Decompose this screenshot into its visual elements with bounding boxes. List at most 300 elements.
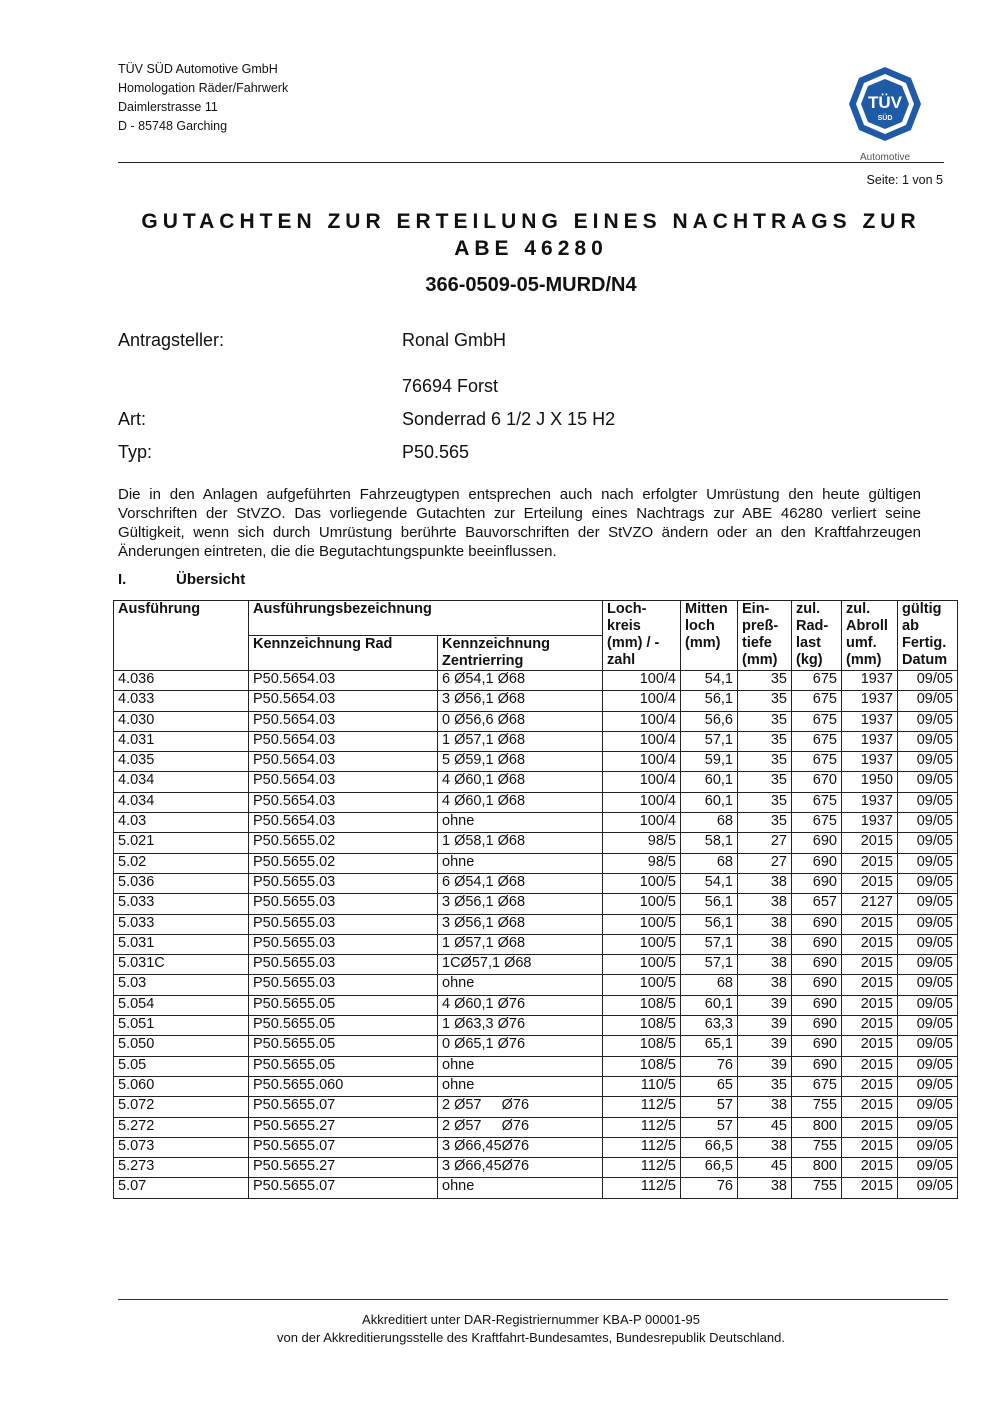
header-abrollumfang: zul. Abroll umf. (mm) bbox=[842, 601, 898, 671]
table-row bbox=[114, 853, 958, 873]
table-cell: 27 bbox=[738, 833, 792, 853]
table-cell: P50.5654.03 bbox=[249, 671, 438, 691]
table-cell: P50.5655.27 bbox=[249, 1117, 438, 1137]
table-cell: 675 bbox=[792, 792, 842, 812]
table-cell: 5.060 bbox=[114, 1076, 249, 1096]
table-cell: 108/5 bbox=[603, 1016, 681, 1036]
address-line-2: Homologation Räder/Fahrwerk bbox=[118, 81, 289, 95]
table-row bbox=[114, 1137, 958, 1157]
table-body bbox=[114, 671, 958, 1199]
table-row bbox=[114, 1016, 958, 1036]
table-cell: 38 bbox=[738, 934, 792, 954]
header-radlast: zul. Rad-last (kg) bbox=[792, 601, 842, 671]
table-cell: 4.031 bbox=[114, 731, 249, 751]
table-cell: 5.031 bbox=[114, 934, 249, 954]
table-cell: 100/4 bbox=[603, 813, 681, 833]
table-cell: 4.030 bbox=[114, 711, 249, 731]
table-cell: 38 bbox=[738, 1178, 792, 1198]
table-cell: 09/05 bbox=[898, 934, 958, 954]
table-row bbox=[114, 975, 958, 995]
table-cell: 35 bbox=[738, 711, 792, 731]
table-cell: 112/5 bbox=[603, 1158, 681, 1178]
table-row bbox=[114, 1158, 958, 1178]
table-cell: 39 bbox=[738, 995, 792, 1015]
type-label: Art: bbox=[118, 409, 147, 429]
model-label: Typ: bbox=[118, 442, 153, 462]
table-cell: 112/5 bbox=[603, 1137, 681, 1157]
table-cell: 100/4 bbox=[603, 772, 681, 792]
table-cell: 657 bbox=[792, 894, 842, 914]
table-cell: 39 bbox=[738, 1036, 792, 1056]
table-cell: 5 Ø59,1 Ø68 bbox=[438, 752, 603, 772]
table-cell: 690 bbox=[792, 1016, 842, 1036]
table-cell: 690 bbox=[792, 914, 842, 934]
table-cell: 675 bbox=[792, 671, 842, 691]
table-cell: P50.5655.03 bbox=[249, 934, 438, 954]
table-cell: 56,6 bbox=[681, 711, 738, 731]
table-cell: 09/05 bbox=[898, 894, 958, 914]
issuer-address bbox=[118, 60, 288, 136]
table-cell: 5.036 bbox=[114, 873, 249, 893]
table-row bbox=[114, 1097, 958, 1117]
table-cell: 1937 bbox=[842, 671, 898, 691]
table-cell: 09/05 bbox=[898, 772, 958, 792]
table-cell: 6 Ø54,1 Ø68 bbox=[438, 671, 603, 691]
table-cell: 65,1 bbox=[681, 1036, 738, 1056]
table-row bbox=[114, 955, 958, 975]
table-cell: 35 bbox=[738, 792, 792, 812]
table-row bbox=[114, 833, 958, 853]
footer-divider bbox=[118, 1299, 948, 1300]
table-cell: 58,1 bbox=[681, 833, 738, 853]
table-cell: 2127 bbox=[842, 894, 898, 914]
table-cell: P50.5654.03 bbox=[249, 711, 438, 731]
table-cell: 5.072 bbox=[114, 1097, 249, 1117]
table-cell: 35 bbox=[738, 1076, 792, 1096]
accreditation-footer bbox=[118, 1311, 944, 1347]
table-cell: 5.050 bbox=[114, 1036, 249, 1056]
table-cell: 690 bbox=[792, 873, 842, 893]
table-row bbox=[114, 792, 958, 812]
logo-top-text: TÜV bbox=[868, 93, 902, 112]
table-cell: 4 Ø60,1 Ø68 bbox=[438, 792, 603, 812]
table-row bbox=[114, 1056, 958, 1076]
table-cell: 35 bbox=[738, 772, 792, 792]
table-cell: P50.5655.07 bbox=[249, 1137, 438, 1157]
table-cell: 4.033 bbox=[114, 691, 249, 711]
table-cell: 108/5 bbox=[603, 1056, 681, 1076]
table-cell: 2015 bbox=[842, 1036, 898, 1056]
table-cell: 09/05 bbox=[898, 1117, 958, 1137]
table-cell: 100/4 bbox=[603, 752, 681, 772]
table-row bbox=[114, 1117, 958, 1137]
table-cell: 1 Ø58,1 Ø68 bbox=[438, 833, 603, 853]
table-cell: 09/05 bbox=[898, 975, 958, 995]
table-cell: P50.5654.03 bbox=[249, 731, 438, 751]
table-cell: 38 bbox=[738, 955, 792, 975]
applicant-city: 76694 Forst bbox=[402, 376, 499, 396]
table-cell: 1937 bbox=[842, 691, 898, 711]
page-number: Seite: 1 von 5 bbox=[866, 173, 943, 187]
table-cell: 690 bbox=[792, 853, 842, 873]
title-line-2: ABE 46280 bbox=[454, 237, 608, 260]
table-cell: ohne bbox=[438, 1076, 603, 1096]
table-cell: 1 Ø63,3 Ø76 bbox=[438, 1016, 603, 1036]
table-cell: 2 Ø57 Ø76 bbox=[438, 1117, 603, 1137]
table-cell: 100/5 bbox=[603, 934, 681, 954]
table-row bbox=[114, 995, 958, 1015]
table-cell: 675 bbox=[792, 711, 842, 731]
table-cell: 5.073 bbox=[114, 1137, 249, 1157]
table-cell: 5.02 bbox=[114, 853, 249, 873]
table-cell: 09/05 bbox=[898, 853, 958, 873]
table-cell: 2015 bbox=[842, 1137, 898, 1157]
table-cell: 2015 bbox=[842, 833, 898, 853]
table-cell: 27 bbox=[738, 853, 792, 873]
table-cell: 76 bbox=[681, 1056, 738, 1076]
table-cell: 5.033 bbox=[114, 894, 249, 914]
table-cell: 09/05 bbox=[898, 1036, 958, 1056]
table-cell: 4 Ø60,1 Ø76 bbox=[438, 995, 603, 1015]
table-cell: 100/4 bbox=[603, 711, 681, 731]
table-cell: 56,1 bbox=[681, 691, 738, 711]
applicant-label: Antragsteller: bbox=[118, 330, 225, 350]
table-cell: 2015 bbox=[842, 995, 898, 1015]
table-cell: 100/4 bbox=[603, 792, 681, 812]
table-cell: 1950 bbox=[842, 772, 898, 792]
header-ausfuehrung: Ausführung bbox=[114, 601, 249, 671]
type-value: Sonderrad 6 1/2 J X 15 H2 bbox=[402, 409, 616, 429]
table-cell: 54,1 bbox=[681, 671, 738, 691]
table-cell: P50.5654.03 bbox=[249, 691, 438, 711]
table-cell: 2015 bbox=[842, 914, 898, 934]
table-cell: P50.5655.05 bbox=[249, 1036, 438, 1056]
table-cell: P50.5655.03 bbox=[249, 975, 438, 995]
section-number: I. bbox=[118, 571, 127, 588]
table-cell: 09/05 bbox=[898, 691, 958, 711]
table-cell: 2015 bbox=[842, 1056, 898, 1076]
table-cell: 1937 bbox=[842, 813, 898, 833]
table-cell: 100/4 bbox=[603, 671, 681, 691]
table-cell: 5.273 bbox=[114, 1158, 249, 1178]
table-cell: 4.03 bbox=[114, 813, 249, 833]
table-cell: 100/5 bbox=[603, 975, 681, 995]
table-row bbox=[114, 711, 958, 731]
table-row bbox=[114, 1178, 958, 1198]
table-cell: 1937 bbox=[842, 731, 898, 751]
table-cell: 63,3 bbox=[681, 1016, 738, 1036]
table-cell: 112/5 bbox=[603, 1117, 681, 1137]
table-cell: P50.5655.02 bbox=[249, 853, 438, 873]
address-line-4: D - 85748 Garching bbox=[118, 119, 228, 133]
table-cell: 09/05 bbox=[898, 1137, 958, 1157]
table-cell: 755 bbox=[792, 1097, 842, 1117]
table-cell: 5.054 bbox=[114, 995, 249, 1015]
table-cell: 66,5 bbox=[681, 1158, 738, 1178]
table-cell: 45 bbox=[738, 1158, 792, 1178]
table-cell: 108/5 bbox=[603, 1036, 681, 1056]
table-cell: 5.021 bbox=[114, 833, 249, 853]
table-cell: 09/05 bbox=[898, 833, 958, 853]
table-cell: 5.031C bbox=[114, 955, 249, 975]
table-row bbox=[114, 772, 958, 792]
table-cell: 60,1 bbox=[681, 995, 738, 1015]
table-cell: 2015 bbox=[842, 1076, 898, 1096]
table-row bbox=[114, 752, 958, 772]
table-cell: 3 Ø66,45Ø76 bbox=[438, 1137, 603, 1157]
table-cell: P50.5655.05 bbox=[249, 995, 438, 1015]
table-cell: 38 bbox=[738, 1137, 792, 1157]
table-cell: 2015 bbox=[842, 1158, 898, 1178]
table-cell: 690 bbox=[792, 975, 842, 995]
logo-bottom-text: SÜD bbox=[877, 115, 893, 122]
table-cell: 68 bbox=[681, 853, 738, 873]
table-cell: 2015 bbox=[842, 1016, 898, 1036]
header-kennzeichnung-rad: Kennzeichnung Rad bbox=[249, 636, 438, 671]
table-cell: 4.034 bbox=[114, 792, 249, 812]
table-cell: P50.5654.03 bbox=[249, 772, 438, 792]
table-cell: 755 bbox=[792, 1137, 842, 1157]
table-cell: 5.03 bbox=[114, 975, 249, 995]
table-cell: 1937 bbox=[842, 711, 898, 731]
table-row bbox=[114, 731, 958, 751]
header-kennzeichnung-zentrierring: Kennzeichnung Zentrierring bbox=[438, 636, 603, 671]
table-cell: 09/05 bbox=[898, 1097, 958, 1117]
validity-paragraph: Die in den Anlagen aufgeführten Fahrzeugtypen entsprechen auch nach erfolgter Umrüstung den heute gültigen Vorschriften der StVZO. Das vorliegende Gutachten zur Erteilung eines Nachtrags zur ABE 46280 verliert seine Gültigkeit, wenn sich durch Umrüstung berührte Bauvorschriften der StVZO ändern oder an den Kraftfahrzeugen Änderungen eintreten, die die Begutachtungspunkte beeinflussen. bbox=[118, 486, 921, 560]
table-cell: 675 bbox=[792, 752, 842, 772]
model-value: P50.565 bbox=[402, 442, 470, 462]
footer-line-2: von der Akkreditierungsstelle des Kraftfahrt-Bundesamtes, Bundesrepublik Deutschland. bbox=[276, 1330, 785, 1345]
table-cell: 45 bbox=[738, 1117, 792, 1137]
header-divider bbox=[118, 162, 944, 163]
table-cell: 09/05 bbox=[898, 873, 958, 893]
table-cell: 09/05 bbox=[898, 914, 958, 934]
table-cell: 108/5 bbox=[603, 995, 681, 1015]
address-line-1: TÜV SÜD Automotive GmbH bbox=[118, 62, 278, 76]
section-title: Übersicht bbox=[176, 571, 246, 588]
table-cell: 0 Ø65,1 Ø76 bbox=[438, 1036, 603, 1056]
table-cell: 35 bbox=[738, 813, 792, 833]
table-cell: P50.5654.03 bbox=[249, 752, 438, 772]
table-cell: 39 bbox=[738, 1056, 792, 1076]
table-cell: 57 bbox=[681, 1097, 738, 1117]
table-cell: 4 Ø60,1 Ø68 bbox=[438, 772, 603, 792]
table-cell: 5.051 bbox=[114, 1016, 249, 1036]
table-cell: 57,1 bbox=[681, 934, 738, 954]
table-cell: 35 bbox=[738, 671, 792, 691]
table-cell: 2015 bbox=[842, 1097, 898, 1117]
table-cell: 100/5 bbox=[603, 894, 681, 914]
table-cell: 1937 bbox=[842, 752, 898, 772]
table-cell: P50.5654.03 bbox=[249, 813, 438, 833]
table-cell: 98/5 bbox=[603, 833, 681, 853]
table-cell: 690 bbox=[792, 1056, 842, 1076]
header-lochkreis: Loch-kreis (mm) / -zahl bbox=[603, 601, 681, 671]
table-cell: 38 bbox=[738, 894, 792, 914]
table-cell: P50.5655.07 bbox=[249, 1097, 438, 1117]
table-cell: 38 bbox=[738, 914, 792, 934]
table-cell: P50.5655.27 bbox=[249, 1158, 438, 1178]
table-cell: 2 Ø57 Ø76 bbox=[438, 1097, 603, 1117]
table-cell: 690 bbox=[792, 955, 842, 975]
table-cell: 38 bbox=[738, 1097, 792, 1117]
table-cell: ohne bbox=[438, 975, 603, 995]
table-cell: 3 Ø56,1 Ø68 bbox=[438, 691, 603, 711]
table-cell: 675 bbox=[792, 813, 842, 833]
table-cell: 09/05 bbox=[898, 752, 958, 772]
footer-line-1: Akkreditiert unter DAR-Registriernummer KBA-P 00001-95 bbox=[362, 1312, 700, 1327]
table-cell: 2015 bbox=[842, 873, 898, 893]
table-cell: 09/05 bbox=[898, 671, 958, 691]
table-cell: 675 bbox=[792, 731, 842, 751]
table-cell: 09/05 bbox=[898, 1158, 958, 1178]
table-cell: 690 bbox=[792, 934, 842, 954]
table-cell: 675 bbox=[792, 691, 842, 711]
table-cell: 54,1 bbox=[681, 873, 738, 893]
table-cell: 09/05 bbox=[898, 792, 958, 812]
table-cell: 35 bbox=[738, 731, 792, 751]
table-cell: 690 bbox=[792, 995, 842, 1015]
table-cell: 66,5 bbox=[681, 1137, 738, 1157]
table-cell: 09/05 bbox=[898, 711, 958, 731]
table-cell: P50.5655.03 bbox=[249, 894, 438, 914]
table-cell: 800 bbox=[792, 1158, 842, 1178]
table-row bbox=[114, 914, 958, 934]
table-cell: 100/4 bbox=[603, 691, 681, 711]
header-bezeichnung: Ausführungsbezeichnung bbox=[249, 601, 603, 636]
table-cell: 57 bbox=[681, 1117, 738, 1137]
table-cell: 755 bbox=[792, 1178, 842, 1198]
table-cell: 5.272 bbox=[114, 1117, 249, 1137]
logo-caption: Automotive bbox=[859, 152, 911, 163]
table-cell: ohne bbox=[438, 1056, 603, 1076]
table-cell: 5.033 bbox=[114, 914, 249, 934]
table-cell: ohne bbox=[438, 813, 603, 833]
table-cell: 3 Ø66,45Ø76 bbox=[438, 1158, 603, 1178]
table-cell: 675 bbox=[792, 1076, 842, 1096]
table-cell: 09/05 bbox=[898, 955, 958, 975]
table-cell: 09/05 bbox=[898, 1076, 958, 1096]
table-cell: P50.5654.03 bbox=[249, 792, 438, 812]
table-cell: 800 bbox=[792, 1117, 842, 1137]
table-row bbox=[114, 894, 958, 914]
applicant-name: Ronal GmbH bbox=[402, 330, 507, 350]
table-cell: 1 Ø57,1 Ø68 bbox=[438, 731, 603, 751]
table-cell: 3 Ø56,1 Ø68 bbox=[438, 894, 603, 914]
table-cell: 4.034 bbox=[114, 772, 249, 792]
tuv-sud-logo bbox=[846, 64, 924, 164]
table-cell: 2015 bbox=[842, 955, 898, 975]
table-row bbox=[114, 813, 958, 833]
title-line-1: GUTACHTEN ZUR ERTEILUNG EINES NACHTRAGS ZUR bbox=[141, 210, 921, 233]
table-cell: 56,1 bbox=[681, 894, 738, 914]
table-cell: P50.5655.03 bbox=[249, 873, 438, 893]
table-cell: 5.05 bbox=[114, 1056, 249, 1076]
table-cell: 56,1 bbox=[681, 914, 738, 934]
table-cell: 65 bbox=[681, 1076, 738, 1096]
table-cell: 3 Ø56,1 Ø68 bbox=[438, 914, 603, 934]
table-cell: 100/5 bbox=[603, 955, 681, 975]
table-cell: 4.036 bbox=[114, 671, 249, 691]
table-cell: P50.5655.05 bbox=[249, 1056, 438, 1076]
table-cell: 0 Ø56,6 Ø68 bbox=[438, 711, 603, 731]
table-cell: 35 bbox=[738, 752, 792, 772]
table-cell: 98/5 bbox=[603, 853, 681, 873]
table-cell: 09/05 bbox=[898, 813, 958, 833]
header-gueltig: gültig ab Fertig. Datum bbox=[898, 601, 958, 671]
table-cell: 57,1 bbox=[681, 955, 738, 975]
table-cell: 57,1 bbox=[681, 731, 738, 751]
table-cell: 60,1 bbox=[681, 792, 738, 812]
table-cell: 1937 bbox=[842, 792, 898, 812]
table-row bbox=[114, 1036, 958, 1056]
table-cell: 1 Ø57,1 Ø68 bbox=[438, 934, 603, 954]
table-row bbox=[114, 691, 958, 711]
table-cell: 68 bbox=[681, 813, 738, 833]
table-cell: P50.5655.060 bbox=[249, 1076, 438, 1096]
table-cell: 100/4 bbox=[603, 731, 681, 751]
table-cell: 35 bbox=[738, 691, 792, 711]
table-cell: 09/05 bbox=[898, 1016, 958, 1036]
table-cell: 4.035 bbox=[114, 752, 249, 772]
table-cell: 09/05 bbox=[898, 1178, 958, 1198]
table-cell: 1CØ57,1 Ø68 bbox=[438, 955, 603, 975]
table-cell: 09/05 bbox=[898, 1056, 958, 1076]
table-cell: 60,1 bbox=[681, 772, 738, 792]
table-cell: 100/5 bbox=[603, 914, 681, 934]
table-cell: 112/5 bbox=[603, 1178, 681, 1198]
header-mittenloch: Mitten loch (mm) bbox=[681, 601, 738, 671]
table-cell: 690 bbox=[792, 1036, 842, 1056]
document-number: 366-0509-05-MURD/N4 bbox=[425, 274, 637, 296]
overview-table bbox=[113, 600, 958, 1199]
table-cell: 5.07 bbox=[114, 1178, 249, 1198]
table-cell: 112/5 bbox=[603, 1097, 681, 1117]
table-row bbox=[114, 873, 958, 893]
table-cell: 76 bbox=[681, 1178, 738, 1198]
table-row bbox=[114, 671, 958, 691]
table-cell: 09/05 bbox=[898, 731, 958, 751]
table-cell: 2015 bbox=[842, 1117, 898, 1137]
table-cell: P50.5655.02 bbox=[249, 833, 438, 853]
table-cell: P50.5655.05 bbox=[249, 1016, 438, 1036]
table-cell: 38 bbox=[738, 975, 792, 995]
table-cell: 100/5 bbox=[603, 873, 681, 893]
header-einpresstiefe: Ein-preß-tiefe (mm) bbox=[738, 601, 792, 671]
table-cell: 2015 bbox=[842, 934, 898, 954]
table-cell: 690 bbox=[792, 833, 842, 853]
table-cell: 09/05 bbox=[898, 995, 958, 1015]
table-cell: 670 bbox=[792, 772, 842, 792]
table-cell: P50.5655.07 bbox=[249, 1178, 438, 1198]
table-cell: 68 bbox=[681, 975, 738, 995]
table-cell: 2015 bbox=[842, 1178, 898, 1198]
table-cell: ohne bbox=[438, 853, 603, 873]
table-cell: 6 Ø54,1 Ø68 bbox=[438, 873, 603, 893]
table-row bbox=[114, 1076, 958, 1096]
document-title bbox=[118, 208, 944, 262]
table-row bbox=[114, 934, 958, 954]
table-cell: 2015 bbox=[842, 853, 898, 873]
table-cell: P50.5655.03 bbox=[249, 955, 438, 975]
table-cell: P50.5655.03 bbox=[249, 914, 438, 934]
table-cell: 110/5 bbox=[603, 1076, 681, 1096]
address-line-3: Daimlerstrasse 11 bbox=[118, 100, 218, 114]
table-cell: 39 bbox=[738, 1016, 792, 1036]
section-heading bbox=[118, 571, 245, 588]
table-cell: 38 bbox=[738, 873, 792, 893]
table-cell: 59,1 bbox=[681, 752, 738, 772]
